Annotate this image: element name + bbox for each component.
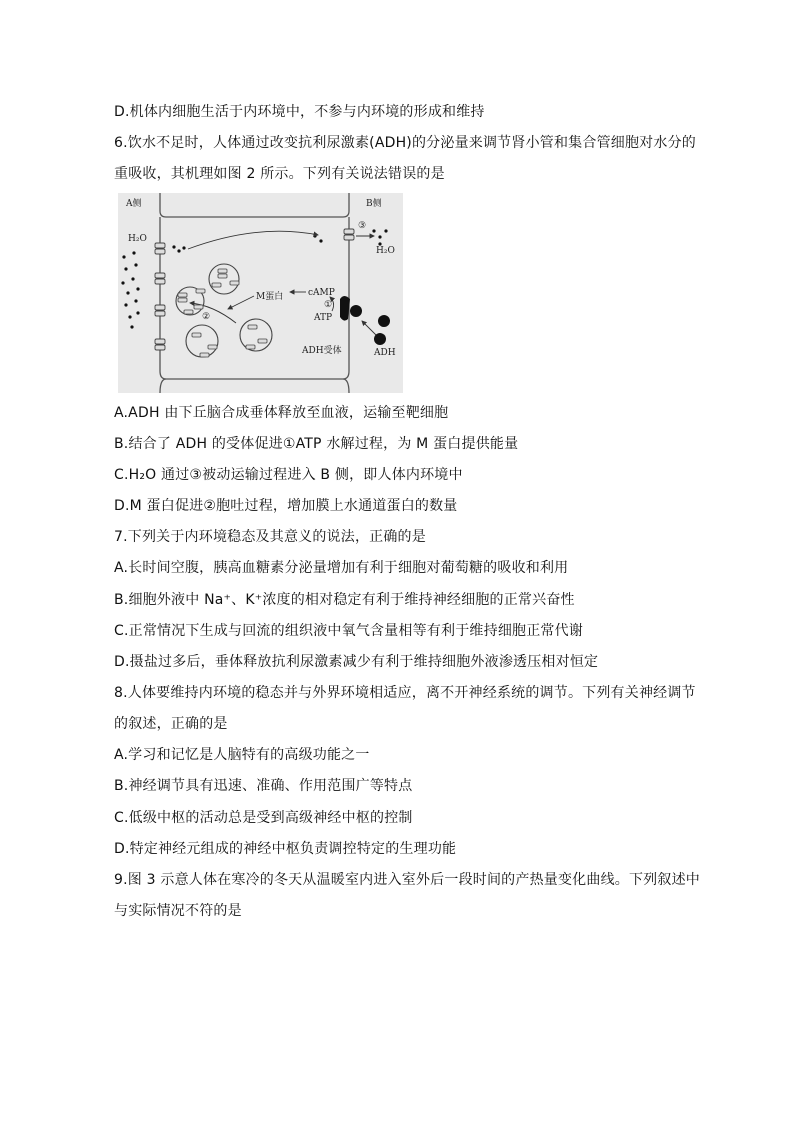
question-6-option-b: B.结合了 ADH 的受体促进①ATP 水解过程，为 M 蛋白提供能量 bbox=[114, 436, 519, 452]
question-6-option-d: D.M 蛋白促进②胞吐过程，增加膜上水通道蛋白的数量 bbox=[114, 498, 458, 514]
question-8-stem-line-2: 的叙述，正确的是 bbox=[114, 716, 228, 732]
adh-label: ADH bbox=[374, 348, 396, 358]
step-1-label: ① bbox=[324, 300, 333, 310]
atp-label: ATP bbox=[314, 313, 333, 323]
question-8-option-a: A.学习和记忆是人脑特有的高级功能之一 bbox=[114, 747, 370, 763]
question-8-option-b: B.神经调节具有迅速、准确、作用范围广等特点 bbox=[114, 778, 413, 794]
question-7-stem: 7.下列关于内环境稳态及其意义的说法，正确的是 bbox=[114, 529, 426, 545]
side-a-label: A侧 bbox=[126, 199, 142, 209]
question-7-option-a: A.长时间空腹，胰高血糖素分泌量增加有利于细胞对葡萄糖的吸收和利用 bbox=[114, 560, 569, 576]
question-8-option-d: D.特定神经元组成的神经中枢负责调控特定的生理功能 bbox=[114, 841, 457, 857]
question-8-option-c: C.低级中枢的活动总是受到高级神经中枢的控制 bbox=[114, 810, 413, 826]
adh-receptor-label: ADH受体 bbox=[302, 346, 342, 356]
question-6-option-a: A.ADH 由下丘脑合成垂体释放至血液，运输至靶细胞 bbox=[114, 405, 449, 421]
question-7-option-d: D.摄盐过多后，垂体释放抗利尿激素减少有利于维持细胞外液渗透压相对恒定 bbox=[114, 654, 599, 670]
question-9-stem-line-1: 9.图 3 示意人体在寒冷的冬天从温暖室内进入室外后一段时间的产热量变化曲线。下列叙述中 bbox=[114, 872, 700, 888]
question-5-option-d: D.机体内细胞生活于内环境中，不参与内环境的形成和维持 bbox=[114, 104, 485, 120]
figure-2-adh-mechanism bbox=[118, 193, 403, 393]
m-protein-label: M蛋白 bbox=[256, 292, 284, 302]
h2o-right-label: H₂O bbox=[376, 246, 395, 256]
question-9-stem-line-2: 与实际情况不符的是 bbox=[114, 903, 242, 919]
question-6-stem-line-1: 6.饮水不足时，人体通过改变抗利尿激素(ADH)的分泌量来调节肾小管和集合管细胞对水分的 bbox=[114, 135, 696, 151]
question-6-stem-line-2: 重吸收，其机理如图 2 所示。下列有关说法错误的是 bbox=[114, 166, 445, 182]
camp-label: cAMP bbox=[308, 288, 335, 298]
question-7-option-c: C.正常情况下生成与回流的组织液中氧气含量相等有利于维持细胞正常代谢 bbox=[114, 623, 584, 639]
side-b-label: B侧 bbox=[366, 199, 382, 209]
step-2-label: ② bbox=[202, 312, 211, 322]
question-8-stem-line-1: 8.人体要维持内环境的稳态并与外界环境相适应，离不开神经系统的调节。下列有关神经调节 bbox=[114, 685, 696, 701]
question-7-option-b: B.细胞外液中 Na⁺、K⁺浓度的相对稳定有利于维持神经细胞的正常兴奋性 bbox=[114, 592, 575, 608]
step-3-label: ③ bbox=[358, 221, 367, 231]
h2o-left-label: H₂O bbox=[128, 234, 147, 244]
question-6-option-c: C.H₂O 通过③被动运输过程进入 B 侧，即人体内环境中 bbox=[114, 467, 463, 483]
